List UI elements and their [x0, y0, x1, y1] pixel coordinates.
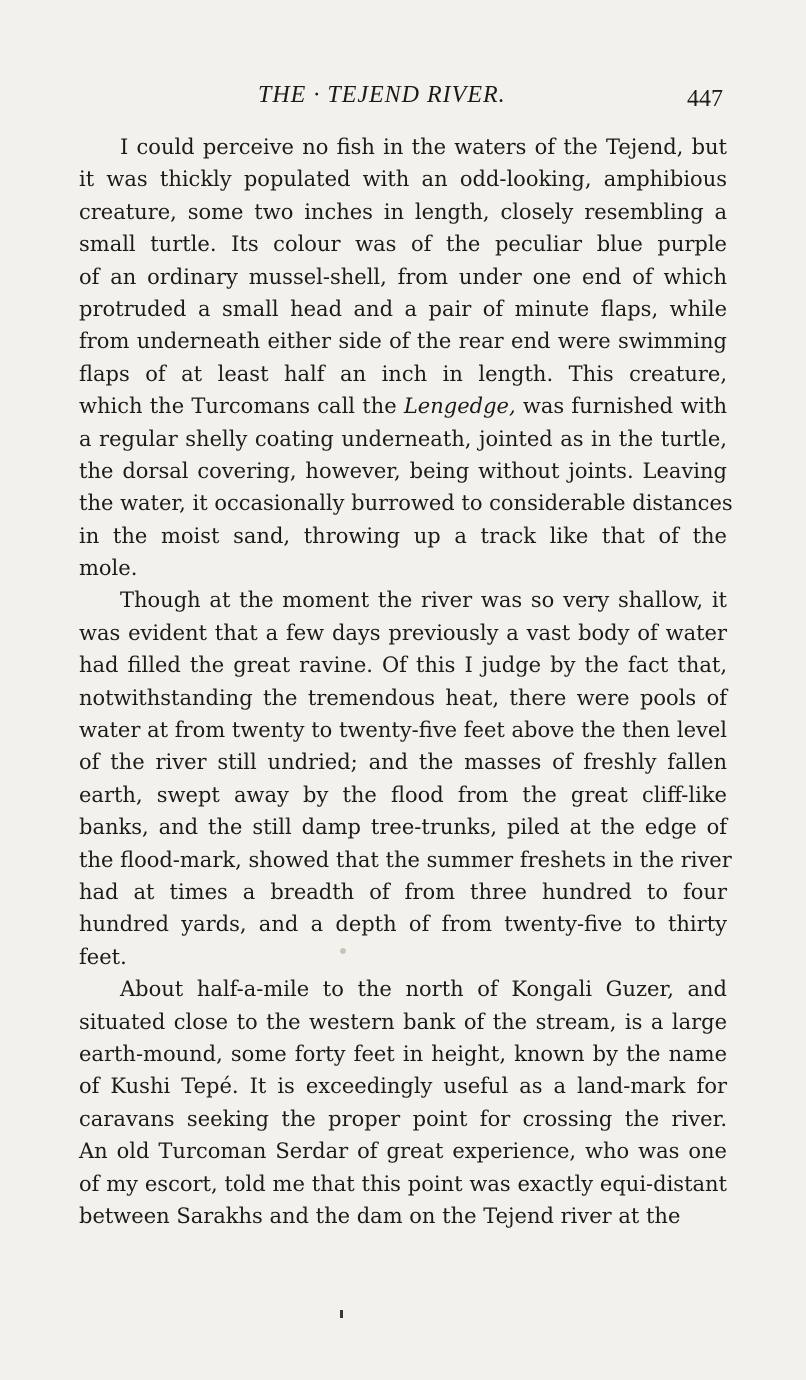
text-line: in the moist sand, throwing up a track like that of the — [79, 523, 727, 548]
text-line: I could perceive no fish in the waters of the Tejend, but — [120, 135, 727, 159]
text-line: of my escort, told me that this point was exactly equi-distant — [79, 1171, 727, 1196]
text-line: water at from twenty to twenty-five feet above the then level — [79, 718, 727, 743]
running-head — [0, 82, 806, 116]
text-segment: was furnished with — [515, 394, 727, 419]
text-segment: which the Turcomans call the — [79, 394, 404, 419]
text-line: of the river still undried; and the masses of freshly fallen — [79, 750, 727, 775]
text-line: of Kushi Tepé. It is exceedingly useful as a land-mark for — [79, 1074, 727, 1099]
text-line: small turtle. Its colour was of the peculiar blue purple — [79, 232, 727, 257]
text-line: About half-a-mile to the north of Kongali Guzer, and — [120, 977, 727, 1002]
faint-stain-mark — [340, 948, 346, 954]
text-line: of an ordinary mussel-shell, from under one end of which — [79, 264, 727, 289]
italic-term: Lengedge, — [403, 394, 516, 419]
page-number: 447 — [687, 86, 723, 112]
text-line: the flood-mark, showed that the summer freshets in the river — [79, 847, 732, 872]
text-line: An old Turcoman Serdar of great experience, who was one — [79, 1139, 727, 1164]
text-line: banks, and the still damp tree-trunks, piled at the edge of — [79, 815, 727, 840]
text-line: had at times a breadth of from three hundred to four — [79, 879, 727, 904]
paragraph — [79, 973, 727, 1232]
text-line: hundred yards, and a depth of from twenty-five to thirty — [79, 912, 727, 937]
text-line: earth-mound, some forty feet in height, known by the name — [79, 1041, 727, 1066]
text-line: mole. — [79, 556, 138, 581]
text-line: had filled the great ravine. Of this I judge by the fact that, — [79, 653, 727, 678]
text-line: it was thickly populated with an odd-looking, amphibious — [79, 167, 727, 192]
printer-mark — [340, 1310, 343, 1318]
text-line: earth, swept away by the flood from the great cliff-like — [79, 782, 727, 807]
text-line: Though at the moment the river was so very shallow, it — [120, 588, 727, 613]
text-line: from underneath either side of the rear end were swimming — [79, 329, 727, 354]
text-line: protruded a small head and a pair of minute flaps, while — [79, 296, 727, 321]
running-title: THE · TEJEND RIVER. — [258, 82, 506, 108]
text-line: between Sarakhs and the dam on the Tejend river at the — [79, 1203, 681, 1228]
text-line: notwithstanding the tremendous heat, there were pools of — [79, 685, 727, 710]
text-line: was evident that a few days previously a vast body of water — [79, 620, 727, 645]
text-line: caravans seeking the proper point for crossing the river. — [79, 1106, 727, 1131]
text-line: creature, some two inches in length, closely resembling a — [79, 199, 727, 224]
text-line — [79, 390, 727, 422]
paragraph — [79, 584, 732, 973]
text-line: feet. — [79, 944, 127, 969]
paragraph — [79, 131, 733, 584]
text-line: the water, it occasionally burrowed to considerable distances — [79, 491, 733, 516]
text-line: situated close to the western bank of the stream, is a large — [79, 1009, 727, 1034]
body-text — [79, 131, 733, 1232]
text-line: the dorsal covering, however, being without joints. Leaving — [79, 458, 727, 483]
text-line: flaps of at least half an inch in length. This creature, — [79, 361, 727, 386]
text-line: a regular shelly coating underneath, jointed as in the turtle, — [79, 426, 727, 451]
